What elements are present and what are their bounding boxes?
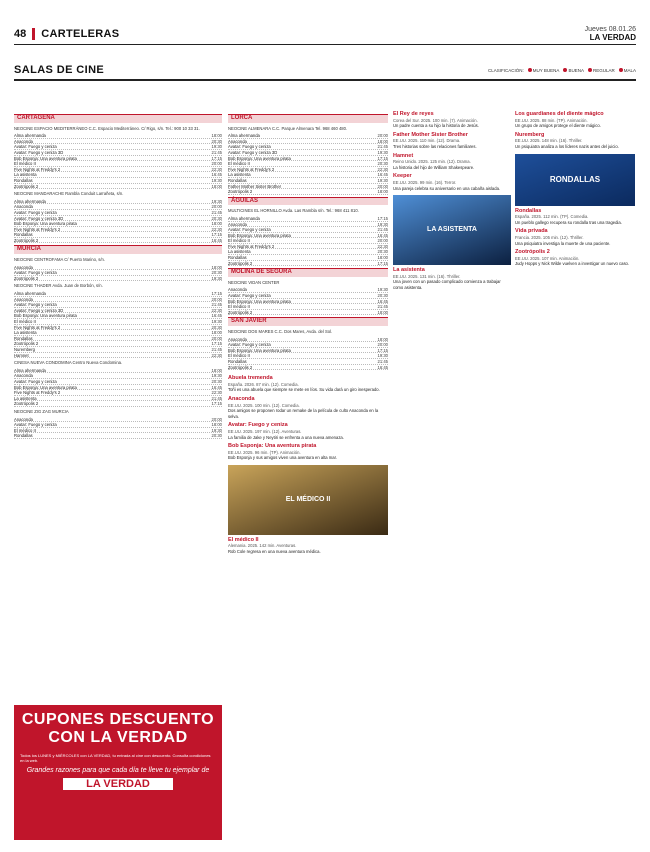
review-meta: EE.UU. 2025. 148 min. (16). Thriller.	[515, 138, 583, 144]
showtime-row: Zootrópolis 2 18:00	[228, 309, 388, 315]
showtime-row: Rondallas 21:45	[228, 358, 388, 364]
coupon-title: CUPONES DESCUENTO	[21, 711, 215, 728]
review-title: Abuela tremenda	[228, 375, 273, 382]
showtime-row: Rondallas 18:00	[228, 255, 388, 261]
film-review	[228, 444, 388, 461]
film-review	[393, 174, 511, 191]
page-number: 48	[14, 28, 27, 40]
review-title: Zootrópolis 2	[515, 249, 550, 256]
review-body: Un pueblo gallego recupera su rondalla tras una tragedia.	[515, 219, 622, 225]
cinema-info: NEOCINE ZIG ZAG MURCIA	[14, 408, 69, 414]
showtime-row: El médico II 20:00	[14, 161, 222, 167]
film-review	[393, 154, 511, 171]
showtime-row: Hamnet 22:30	[14, 352, 222, 358]
showtime-row: Rondallas 20:30	[14, 433, 222, 439]
film-review	[228, 376, 388, 393]
review-body: Dos amigos se proponen rodar un remake de la película de culto Anaconda en la selva.	[228, 408, 379, 419]
showtime-row: Anaconda 18:00	[228, 336, 388, 342]
review-meta: Francia. 2025. 105 min. (12). Thriller.	[515, 234, 584, 240]
review-title: Avatar: Fuego y ceniza	[228, 422, 288, 429]
showtime-row: La asistenta 20:30	[228, 249, 388, 255]
review-title: Anaconda	[228, 395, 255, 402]
page-title: SALAS DE CINE	[14, 64, 105, 76]
showtime-row: Avatar: Fuego y ceniza 21:45	[228, 144, 388, 150]
showtime-row: Five Nights at Freddy's 2 22:30	[14, 166, 222, 172]
issue-date: Jueves 08.01.26	[584, 26, 636, 33]
region-header: ÁGUILAS	[228, 197, 388, 206]
showtime-row: Anaconda 19:30	[228, 221, 388, 227]
showtime-row: Zootrópolis 2 18:00	[14, 183, 222, 189]
showtime-row: Zootrópolis 2 16:45	[228, 364, 388, 370]
film-review	[393, 112, 511, 129]
rating-legend	[488, 68, 636, 73]
reviews-column-3	[393, 112, 511, 295]
film-review	[228, 397, 388, 419]
showtime-row: Anaconda 19:30	[14, 373, 222, 379]
review-meta: Reino Unido. 2025. 125 min. (12). Drama.	[393, 159, 471, 165]
showtime-row: Zootrópolis 2 19:30	[14, 275, 222, 281]
listings-column-1	[14, 112, 222, 439]
review-body: Toñi es una abuela que siempre se mete en líos. Su vida dará un giro inesperado.	[228, 387, 380, 393]
showtime-row: Zootrópolis 2 17:15	[14, 341, 222, 347]
legend-item: REGULAR	[588, 68, 615, 73]
showtime-row: Alma ahermanda 20:00	[228, 133, 388, 139]
showtime-row: Alma ahermanda 19:30	[14, 198, 222, 204]
review-body: Judy Hopps y Nick Wilde vuelven a investigar un nuevo caso.	[515, 261, 630, 267]
showtime-row: Zootrópolis 2 17:15	[228, 260, 388, 266]
showtime-row: Avatar: Fuego y ceniza 19:30	[14, 144, 222, 150]
legend-item: BUENA	[563, 68, 584, 73]
legend-label: CLASIFICACIÓN:	[488, 68, 524, 73]
showtime-row: La asistenta 16:45	[228, 172, 388, 178]
showtime-row: Zootrópolis 2 18:00	[228, 189, 388, 195]
review-title: Vida privada	[515, 228, 548, 235]
showtime-row: Alma ahermanda 17:15	[228, 215, 388, 221]
film-review	[515, 112, 635, 129]
showtime-row: Avatar: Fuego y ceniza 3D 19:30	[228, 149, 388, 155]
showtime-row: El médico II 20:30	[228, 161, 388, 167]
showtime-row: Avatar: Fuego y ceniza 21:45	[228, 227, 388, 233]
region-header: SAN JAVIER	[228, 317, 388, 326]
reviews-column-4	[515, 112, 635, 271]
page-header-left	[14, 28, 119, 40]
showtime-row: Anaconda 18:00	[14, 264, 222, 270]
showtime-row: Avatar: Fuego y ceniza 21:45	[14, 302, 222, 308]
review-meta: EE.UU. 2025. 197 min. (12). Aventuras.	[228, 428, 302, 434]
film-review	[515, 229, 635, 246]
paper-name: LA VERDAD	[589, 33, 636, 42]
film-review	[393, 268, 511, 290]
review-meta: España. 2026. 87 min. (12). Comedia.	[228, 381, 299, 387]
section-name: CARTELERAS	[41, 28, 120, 40]
review-meta: EE.UU. 2025. 100 min. (12). Comedia.	[228, 402, 300, 408]
review-body: Tres historias sobre las relaciones familiares.	[393, 143, 477, 149]
showtime-row: Bob Esponja: Una aventura pirata 16:45	[228, 232, 388, 238]
showtime-row: Anaconda 19:30	[228, 287, 388, 293]
showtime-row: Anaconda 20:00	[14, 416, 222, 422]
showtime-row: Anaconda 20:30	[14, 138, 222, 144]
review-body: Un padre cuenta a su hijo la historia de Jesús.	[393, 123, 479, 129]
review-body: La familia de Jake y Neytiri se enfrenta a una nueva amenaza.	[228, 434, 344, 440]
review-body: Rob Cole regresa en una nueva aventura médica.	[228, 549, 321, 555]
film-review	[393, 133, 511, 150]
review-title: La asistenta	[393, 267, 425, 274]
showtime-row: Bob Esponja: Una aventura pirata 18:00	[14, 221, 222, 227]
poster-asistenta: LA ASISTENTA	[393, 195, 511, 265]
showtime-row: La asistenta 18:00	[14, 330, 222, 336]
showtime-row: Bob Esponja: Una aventura pirata 17:15	[14, 155, 222, 161]
showtime-row: El médico II 19:30	[14, 319, 222, 324]
showtime-row: Rondallas 17:15	[14, 232, 222, 238]
coupon-subtitle: CON LA VERDAD	[48, 729, 188, 746]
region-header: MURCIA	[14, 245, 222, 254]
showtime-row: Avatar: Fuego y ceniza 20:00	[228, 342, 388, 348]
film-review	[228, 423, 388, 440]
review-body: Una joven con un pasado complicado comienza a trabajar como asistenta.	[393, 279, 501, 290]
review-title: Nuremberg	[515, 131, 545, 138]
showtime-row: Alma ahermanda 18:00	[14, 133, 222, 139]
title-divider	[14, 79, 636, 81]
review-body: La historia del hijo de William Shakespeare.	[393, 164, 475, 170]
showtime-row: Anaconda 18:00	[228, 138, 388, 144]
coupon-tagline: Grandes razones para que cada día te lleve tu ejemplar de	[26, 767, 210, 775]
showtime-row: El médico II 20:00	[228, 238, 388, 244]
showtime-row: Avatar: Fuego y ceniza 3D 22:30	[14, 307, 222, 313]
showtime-row: Zootrópolis 2 17:15	[14, 401, 222, 407]
review-title: Father Mother Sister Brother	[393, 131, 468, 138]
review-meta: EE.UU. 2025. 110 min. (12). Drama.	[393, 138, 461, 144]
showtime-row: Five Nights at Freddy's 2 20:30	[14, 324, 222, 330]
cinema-info: NEOCINE ESPACIO MEDITERRÁNEO C.C. Espacio Mediterráneo. C/ Rigo, s/n. Tel.: 900 10 33 31.	[14, 125, 200, 131]
section-marker	[32, 28, 35, 40]
review-meta: EE.UU. 2025. 88 min. (TP). Animación.	[515, 117, 588, 123]
showtime-row: Anaconda 20:00	[14, 204, 222, 210]
showtime-row: Avatar: Fuego y ceniza 20:30	[14, 378, 222, 384]
cinema-info: CINESA NUEVA CONDOMINA Centro Nueva Condomina.	[14, 360, 123, 366]
showtime-row: Avatar: Fuego y ceniza 20:30	[14, 270, 222, 276]
review-title: Bob Esponja: Una aventura pirata	[228, 443, 317, 450]
showtime-row: Father Mother Sister Brother 20:00	[228, 183, 388, 189]
review-meta: EE.UU. 2025. 131 min. (16). Thriller.	[393, 273, 461, 279]
cinema-info: NEOCINE CENTROFAMA C/ Puerto Marino, s/n.	[14, 257, 105, 263]
review-title: Keeper	[393, 173, 412, 180]
film-review	[228, 538, 388, 555]
film-review	[515, 133, 635, 150]
cinema-info: NEOCINE THADER Avda. Juan de Borbón, s/n.	[14, 283, 103, 289]
showtime-row: El médico II 21:45	[228, 304, 388, 310]
showtime-row: Bob Esponja: Una aventura pirata 16:45	[14, 384, 222, 390]
review-meta: EE.UU. 2025. 99 min. (16). Terror.	[393, 179, 457, 185]
showtime-row: Rondallas 19:30	[228, 177, 388, 183]
review-meta: Alemania. 2025. 142 min. Aventuras.	[228, 543, 297, 549]
showtime-row: Avatar: Fuego y ceniza 3D 20:30	[14, 215, 222, 221]
showtime-row: Avatar: Fuego y ceniza 20:30	[228, 293, 388, 299]
coupon-body: Todos los LUNES y MIÉRCOLES con LA VERDAD, tu entrada al cine con descuento. Consulta condiciones en la web.	[20, 753, 211, 764]
showtime-row: Bob Esponja: Una aventura pirata 17:15	[228, 347, 388, 353]
showtime-row: Five Nights at Freddy's 2 22:30	[228, 243, 388, 249]
showtime-row: Alma ahermanda 18:00	[14, 367, 222, 373]
cinema-info: NEOCINE ALMENARA C.C. Parque Almenara Tel. 968 460 480.	[228, 125, 348, 131]
review-body: Un psiquiatra analiza a los líderes nazis antes del juicio.	[515, 143, 619, 149]
review-title: Hamnet	[393, 152, 414, 159]
review-meta: EE.UU. 2025. 107 min. Animación.	[515, 255, 580, 261]
showtime-row: Five Nights at Freddy's 2 22:30	[14, 390, 222, 396]
review-body: Una psiquiatra investiga la muerte de una paciente.	[515, 240, 611, 246]
review-title: Los guardianes del diente mágico	[515, 111, 604, 117]
showtime-row: La asistenta 16:45	[14, 172, 222, 178]
showtime-row: Nuremberg 21:45	[14, 346, 222, 352]
showtime-row: Alma ahermanda 17:15	[14, 291, 222, 297]
review-title: El médico II	[228, 536, 259, 543]
review-body: Bob Esponja y sus amigos viven una aventura en alta mar.	[228, 455, 337, 461]
review-meta: EE.UU. 2025. 96 min. (TP). Animación.	[228, 449, 301, 455]
cinema-info: NEOCINE MANDARACHE Rambla Conduit Larrañeta, s/n.	[14, 191, 124, 197]
showtime-row: Avatar: Fuego y ceniza 21:45	[14, 209, 222, 215]
showtime-row: Five Nights at Freddy's 2 22:30	[14, 226, 222, 232]
region-header: MOLINA DE SEGURA	[228, 268, 388, 277]
legend-item: MUY BUENA	[528, 68, 560, 73]
showtime-row: Bob Esponja: Una aventura pirata 16:45	[228, 298, 388, 304]
brand-logo: LA VERDAD	[63, 778, 173, 790]
showtime-row: El médico II 19:30	[228, 353, 388, 359]
legend-item: MALA	[619, 68, 636, 73]
showtime-row: Avatar: Fuego y ceniza 3D 21:45	[14, 149, 222, 155]
review-body: Una pareja celebra su aniversario en una cabaña aislada.	[393, 185, 501, 191]
review-title: El Rey de reyes	[393, 111, 434, 117]
page-header-right	[585, 26, 636, 42]
cinema-info: NEOCINE VIDAN CENTER	[228, 279, 280, 285]
poster-medico: EL MÉDICO II	[228, 465, 388, 535]
showtime-row: Rondallas 20:00	[14, 335, 222, 341]
region-header: CARTAGENA	[14, 114, 222, 123]
review-meta: Corea del Sur. 2025. 100 min. (7). Animación.	[393, 117, 478, 123]
cinema-info: NEOCINE DOS MARES C.C. Dos Mares, Avda. del Sol.	[228, 329, 333, 334]
showtime-row: Avatar: Fuego y ceniza 18:00	[14, 422, 222, 428]
showtime-row: Zootrópolis 2 16:45	[14, 237, 222, 243]
showtime-row: Rondallas 19:30	[14, 177, 222, 183]
review-body: Un grupo de amigos protege el diente mágico.	[515, 123, 601, 129]
header-divider	[14, 44, 636, 45]
showtime-row: El médico II 19:30	[14, 427, 222, 433]
film-review	[515, 209, 635, 226]
showtime-row: Five Nights at Freddy's 2 22:30	[228, 166, 388, 172]
poster-rondallas: RONDALLAS	[515, 154, 635, 206]
film-review	[515, 250, 635, 267]
showtime-row: Anaconda 20:00	[14, 296, 222, 302]
coupon-advertisement	[14, 705, 222, 840]
review-meta: España. 2025. 112 min. (TP). Comedia.	[515, 214, 589, 220]
cinema-info: MULTICINES EL HORNILLO Avda. Las Rambla s/n. Tel.: 968 411 810.	[228, 208, 359, 214]
showtime-row: La asistenta 21:45	[14, 395, 222, 401]
showtime-row: Bob Esponja: Una aventura pirata 16:45	[14, 313, 222, 319]
region-header: LORCA	[228, 114, 388, 123]
showtime-row: Bob Esponja: Una aventura pirata 17:15	[228, 155, 388, 161]
listings-column-2	[228, 112, 388, 559]
review-title: Rondallas	[515, 207, 542, 214]
